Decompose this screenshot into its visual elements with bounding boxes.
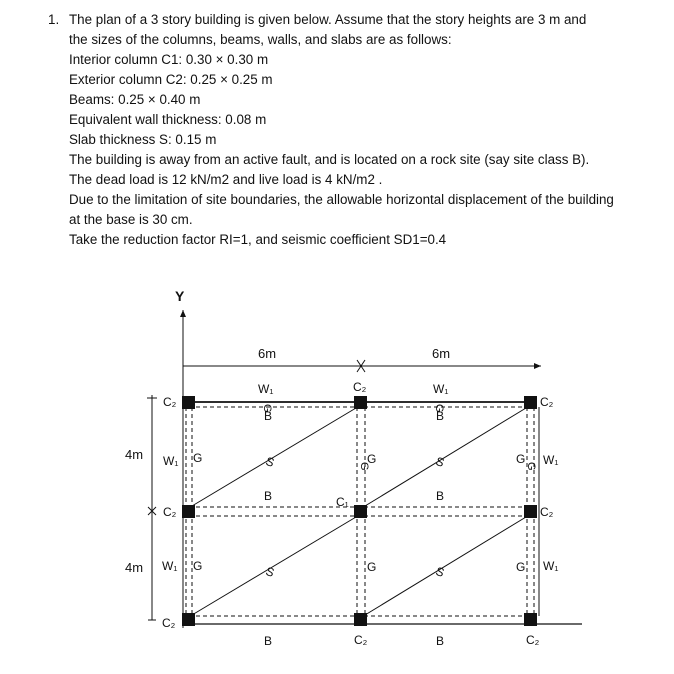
column-top-right — [524, 396, 537, 409]
girder-label: G — [193, 559, 203, 573]
column-label: C₂ — [540, 395, 554, 409]
seismic-parameters: Take the reduction factor RI=1, and seismic coefficient SD1=0.4 — [69, 232, 447, 247]
girder-label: G — [525, 462, 537, 471]
beam-label: B — [264, 409, 273, 423]
beam-label: B — [436, 409, 445, 423]
problem-statement — [48, 10, 628, 250]
column-label: C₂ — [540, 505, 554, 519]
column-label: C₂ — [354, 633, 368, 647]
problem-body — [69, 10, 628, 250]
building-plan-diagram — [0, 270, 674, 674]
slab-label: S — [263, 564, 277, 580]
site-description: The building is away from an active fault, and is located on a rock site (say site class B). — [69, 152, 590, 167]
displacement-limit: Due to the limitation of site boundaries, the allowable horizontal displacement of the building at the base is 30 cm. — [69, 192, 614, 227]
girder-label: G — [433, 404, 445, 413]
beam-spec: Beams: 0.25 × 0.40 m — [69, 92, 201, 107]
column-label: C₂ — [162, 616, 176, 630]
column-c1-spec: Interior column C1: 0.30 × 0.30 m — [69, 52, 269, 67]
girder-label: G — [516, 452, 526, 466]
column-label: C₂ — [353, 380, 367, 394]
wall-label: W₁ — [162, 559, 178, 573]
column-label: C₁ — [336, 495, 349, 509]
problem-number: 1. — [48, 12, 60, 27]
column-label: C₂ — [526, 633, 540, 647]
wall-label: W₁ — [543, 453, 559, 467]
column-label: C₂ — [163, 505, 177, 519]
wall-label: W₁ — [163, 454, 179, 468]
column-mid-center — [354, 505, 367, 518]
wall-label: W₁ — [258, 382, 274, 396]
wall-label: W₁ — [543, 559, 559, 573]
girder-label: G — [261, 404, 273, 413]
y-axis-label: Y — [175, 288, 185, 304]
slab-label: S — [433, 454, 447, 470]
column-bot-right — [524, 613, 537, 626]
slab-label: S — [263, 454, 277, 470]
wall-spec: Equivalent wall thickness: 0.08 m — [69, 112, 267, 127]
column-top-left — [182, 396, 195, 409]
beam-label: B — [264, 489, 273, 503]
column-bot-mid — [354, 613, 367, 626]
column-bot-left — [182, 613, 195, 626]
slab-spec: Slab thickness S: 0.15 m — [69, 132, 217, 147]
column-mid-right — [524, 505, 537, 518]
column-mid-left — [182, 505, 195, 518]
load-description: The dead load is 12 kN/m2 and live load is 4 kN/m2 . — [69, 172, 383, 187]
girder-label: G — [358, 462, 370, 471]
girder-label: G — [367, 560, 377, 574]
wall-label: W₁ — [433, 382, 449, 396]
problem-line: The plan of a 3 story building is given below. Assume that the story heights are 3 m and — [69, 12, 587, 27]
girder-label: G — [193, 451, 203, 465]
dimension-left-lower: 4m — [125, 560, 144, 575]
beam-label: B — [436, 634, 445, 648]
slab-label: S — [433, 564, 447, 580]
girder-label: G — [367, 452, 377, 466]
dimension-top-left: 6m — [258, 346, 277, 361]
column-top-mid — [354, 396, 367, 409]
girder-label: G — [516, 560, 526, 574]
beam-label: B — [436, 489, 445, 503]
beam-label: B — [264, 634, 273, 648]
problem-line: the sizes of the columns, beams, walls, and slabs are as follows: — [69, 32, 452, 47]
dimension-left-upper: 4m — [125, 447, 144, 462]
dimension-top-right: 6m — [432, 346, 451, 361]
column-label: C₂ — [163, 395, 177, 409]
column-c2-spec: Exterior column C2: 0.25 × 0.25 m — [69, 72, 273, 87]
